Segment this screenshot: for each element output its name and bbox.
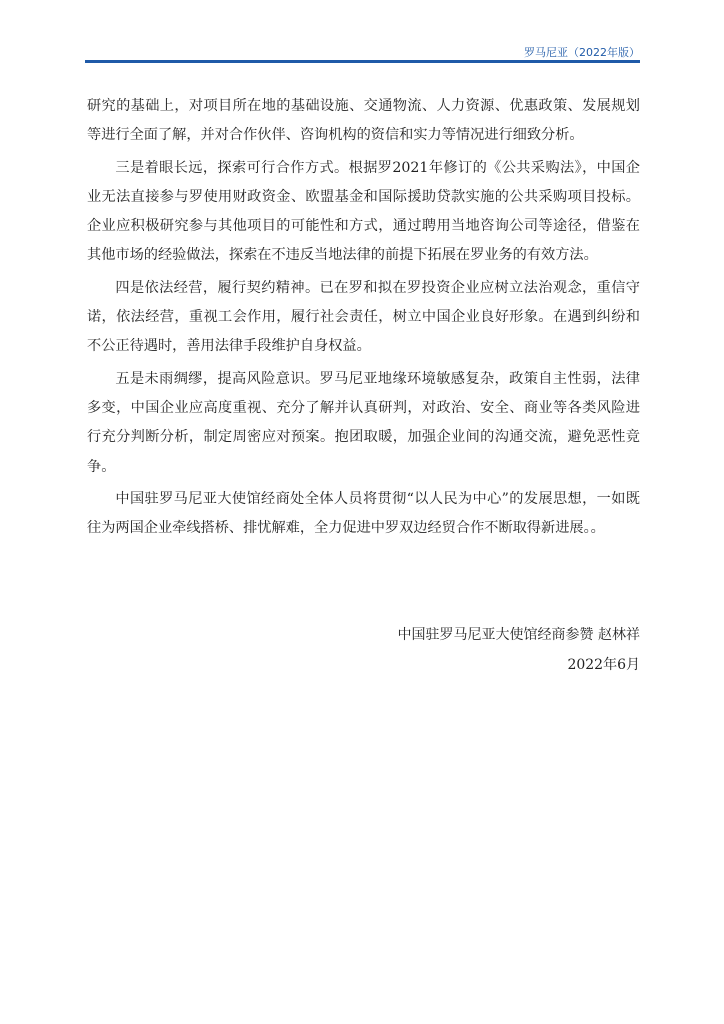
signature-author: 中国驻罗马尼亚大使馆经商参赞 赵林祥 — [397, 627, 640, 643]
signature-block — [398, 620, 640, 680]
body-paragraph: 五是未雨绸缪，提高风险意识。罗马尼亚地缘环境敏感复杂，政策自主性弱，法律多变，中国企业应高度重视、充分了解并认真研判，对政治、安全、商业等各类风险进行充分判断分析，制定周密应对预案。抱团取暖，加强企业间的沟通交流，避免恶性竞争。 — [87, 370, 640, 475]
body-paragraph: 中国驻罗马尼亚大使馆经商处全体人员将贯彻“以人民为中心”的发展思想，一如既往为两国企业牵线搭桥、排忧解难，全力促进中罗双边经贸合作不断取得新进展。。 — [87, 490, 640, 537]
header-title: 罗马尼亚（2022年版） — [524, 46, 640, 59]
signature-date: 2022年6月 — [567, 657, 640, 673]
body-paragraph: 研究的基础上，对项目所在地的基础设施、交通物流、人力资源、优惠政策、发展规划等进行全面了解，并对合作伙伴、咨询机构的资信和实力等情况进行细致分析。 — [87, 98, 640, 144]
body-paragraph: 四是依法经营，履行契约精神。已在罗和拟在罗投资企业应树立法治观念，重信守诺，依法经营，重视工会作用，履行社会责任，树立中国企业良好形象。在遇到纠纷和不公正待遇时，善用法律手段维护自身权益。 — [87, 279, 640, 355]
body-paragraph: 三是着眼长远，探索可行合作方式。根据罗2021年修订的《公共采购法》，中国企业无法直接参与罗使用财政资金、欧盟基金和国际援助贷款实施的公共采购项目投标。企业应积极研究参与其他项目的可能性和方式，通过聘用当地咨询公司等途径，借鉴在其他市场的经验做法，探索在不违反当地法律的前提下拓展在罗业务的有效方法。 — [87, 159, 640, 264]
document-body — [87, 92, 640, 546]
page-header — [85, 40, 640, 62]
header-divider — [85, 60, 640, 63]
